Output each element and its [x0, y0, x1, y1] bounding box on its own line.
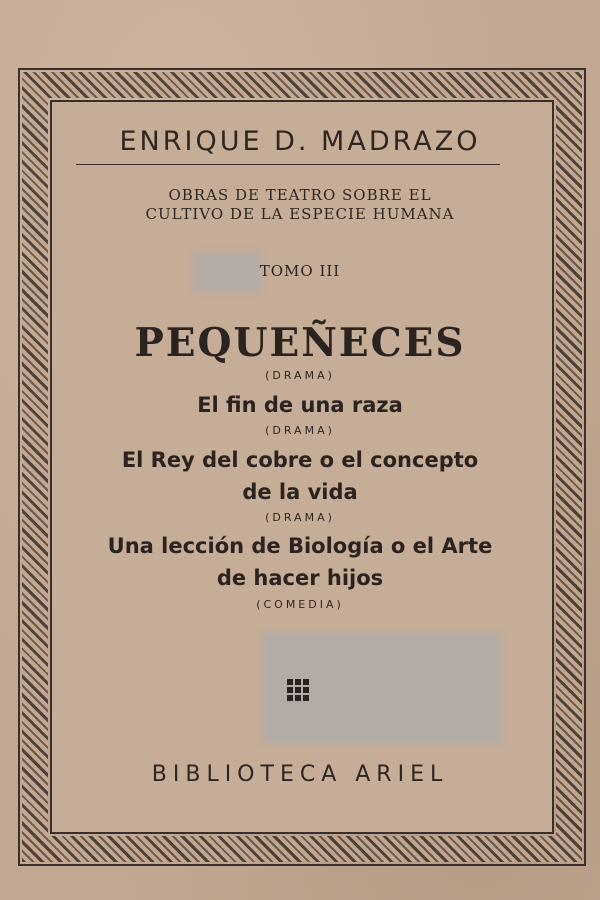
- work-title-3-line-1: El Rey del cobre o el concepto: [121, 448, 479, 472]
- work-title-3-line-2: de la vida: [242, 480, 358, 504]
- work-title-2: El fin de una raza: [197, 393, 403, 417]
- subtitle-line-2: CULTIVO DE LA ESPECIE HUMANA: [145, 205, 455, 223]
- volume-label: TOMO III: [259, 262, 341, 280]
- work-genre-4: (COMEDIA): [256, 598, 344, 611]
- work-genre-1: (DRAMA): [265, 369, 335, 382]
- author-name: ENRIQUE D. MADRAZO: [119, 126, 481, 157]
- work-title-4-line-2: de hacer hijos: [216, 566, 384, 590]
- grid-emblem-icon: [287, 679, 309, 701]
- work-title-1: PEQUEÑECES: [134, 320, 466, 366]
- work-title-4-line-1: Una lección de Biología o el Arte: [107, 534, 493, 558]
- work-genre-2: (DRAMA): [265, 424, 335, 437]
- work-genre-3: (DRAMA): [265, 511, 335, 524]
- publisher-name: BIBLIOTECA ARIEL: [151, 762, 449, 787]
- subtitle-line-1: OBRAS DE TEATRO SOBRE EL: [168, 186, 432, 204]
- author-rule: [76, 164, 500, 165]
